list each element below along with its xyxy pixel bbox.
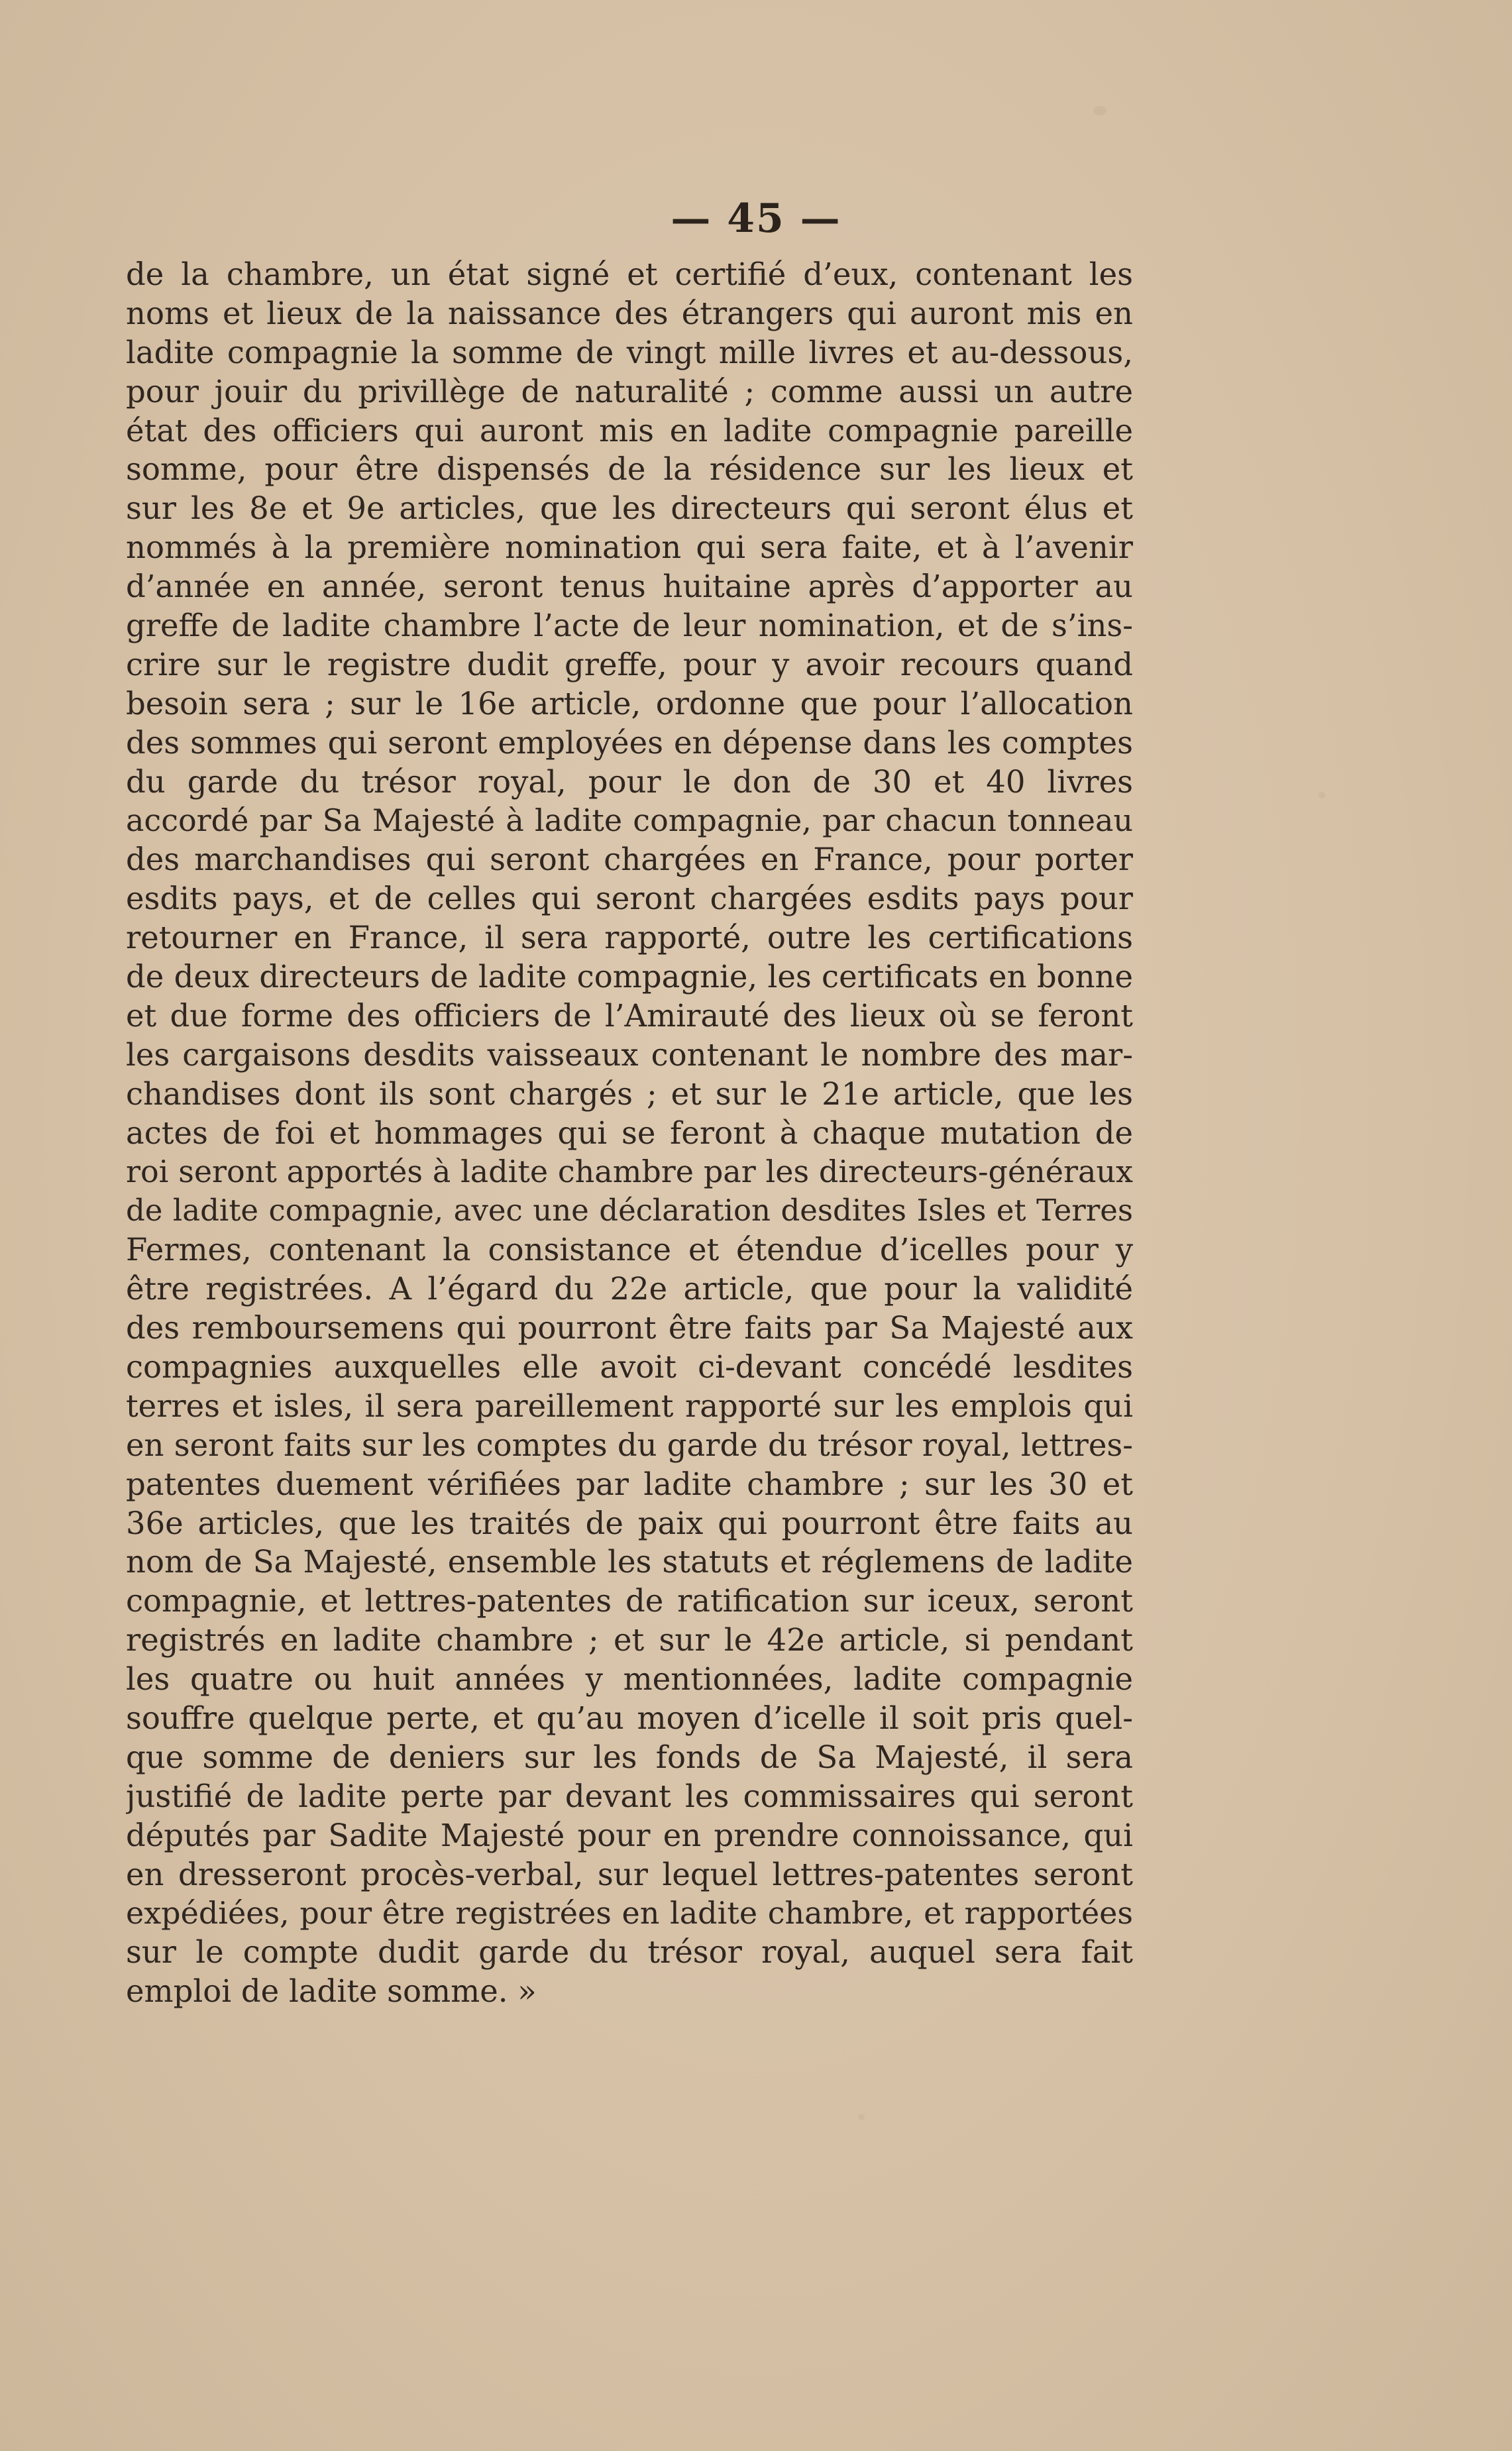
text-line: ladite compagnie la somme de vingt mille livres et au-dessous, (126, 334, 1133, 370)
paper-stain (1093, 106, 1107, 115)
text-line: compagnie, et lettres-patentes de ratification sur iceux, seront (126, 1583, 1133, 1619)
text-line: souffre quelque perte, et qu’au moyen d’icelle il soit pris quel- (126, 1700, 1133, 1736)
text-line: état des officiers qui auront mis en ladite compagnie pareille (126, 412, 1133, 449)
page-number: — 45 — (671, 195, 841, 242)
text-line: des remboursemens qui pourront être faits par Sa Majesté aux (126, 1310, 1133, 1346)
text-line: des sommes qui seront employées en dépense dans les comptes (126, 724, 1133, 761)
text-line: du garde du trésor royal, pour le don de 30 et 40 livres (126, 763, 1133, 800)
text-line: crire sur le registre dudit greffe, pour y avoir recours quand (126, 646, 1133, 682)
text-line: terres et isles, il sera pareillement rapporté sur les emplois qui (126, 1388, 1133, 1424)
text-line: en seront faits sur les comptes du garde du trésor royal, lettres- (126, 1427, 1133, 1463)
paper-stain (858, 2114, 865, 2120)
text-line: compagnies auxquelles elle avoit ci-devant concédé lesdites (126, 1348, 1133, 1385)
text-line: de ladite compagnie, avec une déclaration desdites Isles et Terres (126, 1193, 1133, 1228)
text-line: nommés à la première nomination qui sera faite, et à l’avenir (126, 529, 1133, 566)
text-line: des marchandises qui seront chargées en France, pour porter (126, 842, 1133, 878)
text-line: nom de Sa Majesté, ensemble les statuts et réglemens de ladite (126, 1544, 1133, 1580)
text-line: que somme de deniers sur les fonds de Sa Majesté, il sera (126, 1739, 1133, 1775)
text-line: besoin sera ; sur le 16e article, ordonne que pour l’allocation (126, 685, 1133, 722)
text-line: les cargaisons desdits vaisseaux contenant le nombre des mar- (126, 1036, 1133, 1073)
text-line: noms et lieux de la naissance des étrangers qui auront mis en (126, 295, 1133, 331)
text-line: d’année en année, seront tenus huitaine après d’apporter au (126, 569, 1133, 605)
text-line: 36e articles, que les traités de paix qui pourront être faits au (126, 1505, 1133, 1541)
text-line: pour jouir du privillège de naturalité ; comme aussi un autre (126, 373, 1133, 409)
text-line: les quatre ou huit années y mentionnées, ladite compagnie (126, 1661, 1133, 1698)
paper-stain (1319, 792, 1325, 798)
text-line: justifié de ladite perte par devant les commissaires qui seront (126, 1778, 1133, 1814)
text-line: députés par Sadite Majesté pour en prendre connoissance, qui (126, 1817, 1133, 1853)
text-line: sur les 8e et 9e articles, que les directeurs qui seront élus et (126, 490, 1133, 527)
text-line: retourner en France, il sera rapporté, outre les certifications (126, 920, 1133, 956)
text-line: être registrées. A l’égard du 22e article, que pour la validité (126, 1271, 1133, 1307)
text-line: accordé par Sa Majesté à ladite compagnie, par chacun tonneau (126, 802, 1133, 839)
text-line: Fermes, contenant la consistance et étendue d’icelles pour y (126, 1232, 1133, 1268)
text-line: actes de foi et hommages qui se feront à chaque mutation de (126, 1115, 1133, 1151)
text-line: somme, pour être dispensés de la résidence sur les lieux et (126, 451, 1133, 488)
text-line: de deux directeurs de ladite compagnie, les certificats en bonne (126, 959, 1133, 995)
text-line: emploi de ladite somme. » (126, 1973, 537, 2010)
text-line: roi seront apportés à ladite chambre par les directeurs-généraux (126, 1154, 1133, 1190)
text-line: expédiées, pour être registrées en ladite chambre, et rapportées (126, 1895, 1133, 1932)
text-line: registrés en ladite chambre ; et sur le 42e article, si pendant (126, 1622, 1133, 1659)
text-line: chandises dont ils sont chargés ; et sur le 21e article, que les (126, 1075, 1133, 1112)
text-line: en dresseront procès-verbal, sur lequel lettres-patentes seront (126, 1856, 1133, 1892)
body-text (126, 255, 1133, 2011)
text-line: patentes duement vérifiées par ladite chambre ; sur les 30 et (126, 1466, 1133, 1502)
text-line: esdits pays, et de celles qui seront chargées esdits pays pour (126, 881, 1133, 917)
text-line: sur le compte dudit garde du trésor royal, auquel sera fait (126, 1934, 1133, 1971)
text-line: de la chambre, un état signé et certifié d’eux, contenant les (126, 256, 1133, 292)
text-line: greffe de ladite chambre l’acte de leur nomination, et de s’ins- (126, 608, 1133, 644)
text-line: et due forme des officiers de l’Amirauté des lieux où se feront (126, 997, 1133, 1034)
